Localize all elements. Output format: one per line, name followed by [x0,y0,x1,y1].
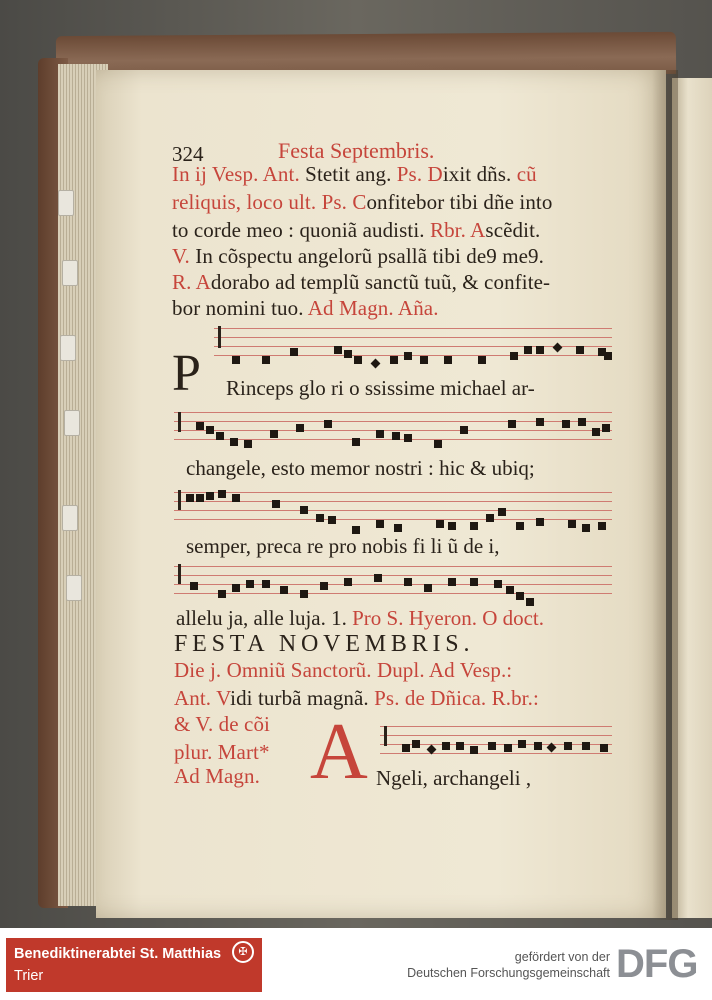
neume-note [404,434,412,442]
neume-note [444,356,452,364]
neume-note [334,346,342,354]
page-tab [62,505,78,531]
neume-note [536,518,544,526]
chant-lyric: changele, esto memor nostri : hic & ubiq; [186,456,535,480]
neume-note [582,742,590,750]
rubric-text: V. [172,244,196,268]
dfg-logo[interactable]: DFG [616,942,698,986]
neume-note [232,494,240,502]
neume-note [374,574,382,582]
neume-note [216,432,224,440]
neume-note [582,524,590,532]
neume-note [498,508,506,516]
body-text: dorabo ad templũ sanctũ tuũ, & confite- [210,270,551,294]
rubric-text: R. A [172,270,211,294]
rubric-text: & V. de cõi [174,712,270,736]
neume-note [516,592,524,600]
page-number: 324 [172,142,204,166]
neume-note [324,420,332,428]
neume-note [404,352,412,360]
rubric-text: Ps. [396,162,428,186]
body-text: onfitebor tibi dñe into [366,190,553,214]
text-line [172,218,540,243]
neume-note [568,520,576,528]
body-text: In cõspectu angelorũ psallã tibi de9 me9. [195,244,545,268]
neume-note [218,490,226,498]
neume-note [272,500,280,508]
neume-note [290,348,298,356]
festa-novembris-heading: FESTA NOVEMBRIS. [174,631,475,657]
body-text: ixit dñs. [442,162,517,186]
neume-note [562,420,570,428]
drop-capital: A [310,708,368,796]
neume-note [190,582,198,590]
neume-note [394,524,402,532]
neume-note [352,526,360,534]
rubric-text: Rbr. A [429,218,486,242]
text-line [174,740,270,765]
neume-note [600,744,608,752]
rubric-text: Ad Magn. Aña. [307,296,439,320]
neume-note [344,350,352,358]
neume-note [424,584,432,592]
neume-note [578,418,586,426]
body-text: idi turbã magnã. [230,686,375,710]
neume-note [300,590,308,598]
rubric-text: Ad Magn. [174,764,260,788]
page-tab [64,410,80,436]
body-text: S [305,162,317,186]
text-line [172,270,550,295]
neume-note [196,494,204,502]
neume-note [420,356,428,364]
neume-note [262,580,270,588]
rubric-text: Ant. [174,686,217,710]
neume-note [316,514,324,522]
neume-note [436,520,444,528]
section-heading: Festa Septembris. [278,138,435,163]
chant-lyric: semper, preca re pro nobis fi li ũ de i, [186,534,500,558]
neume-note [460,426,468,434]
rubric-text: C [352,190,367,214]
neume-note [526,598,534,606]
neume-note [510,352,518,360]
neume-note [442,742,450,750]
neume-note [486,514,494,522]
neume-note [328,516,336,524]
chant-lyric: Rinceps glo ri o ssissime michael ar- [226,376,535,400]
text-line [172,190,552,215]
neume-note [402,744,410,752]
neume-note [576,346,584,354]
body-text: bor nomini tuo. [172,296,308,320]
rubric-text: * [259,740,270,764]
neume-note [604,352,612,360]
neume-note [296,424,304,432]
rubric-text: R.br.: [491,686,539,710]
text-line [174,764,260,789]
neume-note [392,432,400,440]
neume-note [412,740,420,748]
neume-note [592,428,600,436]
neume-note [470,578,478,586]
neume-note [536,418,544,426]
neume-note [206,492,214,500]
chant-lyric: Ngeli, archangeli , [376,766,532,790]
funding-line-2: Deutschen Forschungsgemeinschaft [407,966,610,980]
institution-name: Benediktinerabtei St. Matthias [14,946,222,962]
neume-note [196,422,204,430]
rubric-text: reliquis, loco ult. Ps. [172,190,353,214]
facing-page [672,78,712,918]
page-tab [62,260,78,286]
neume-note [206,426,214,434]
neume-note [470,522,478,530]
neume-note [354,356,362,364]
neume-note [376,520,384,528]
neume-note [186,494,194,502]
neume-note [448,522,456,530]
neume-note [478,356,486,364]
neume-note [564,742,572,750]
page-tab [60,335,76,361]
neume-note [602,424,610,432]
institution-city: Trier [14,968,44,984]
neume-note [352,438,360,446]
rubric-text: plur. Mart [174,740,259,764]
neume-note [270,430,278,438]
neume-note [508,420,516,428]
drop-capital: P [172,345,201,402]
text-line [172,162,537,187]
text-line [172,296,439,321]
neume-note [230,438,238,446]
neume-note [536,346,544,354]
neume-note [390,356,398,364]
body-text: to corde meo : quoniã audisti. [172,218,430,242]
page-tab [58,190,74,216]
rubric-text: Ps. de Dñica. [374,686,492,710]
neume-note [280,586,288,594]
neume-note [404,578,412,586]
neume-note [534,742,542,750]
chant-lyric: allelu ja, alle luja. 1. Pro S. Hyeron. O doct. [176,606,545,630]
page-tab [66,575,82,601]
neume-note [524,346,532,354]
text-line [174,712,270,737]
body-text: tetit ang. [316,162,397,186]
neume-note [262,356,270,364]
text-line [172,244,544,269]
neume-note [244,440,252,448]
rubric-text: In ij Vesp. Ant. [172,162,306,186]
neume-note [218,590,226,598]
rubric-text: V [216,686,231,710]
neume-note [488,742,496,750]
neume-note [434,440,442,448]
music-staff [174,412,612,448]
neume-note [232,356,240,364]
body-text: scẽdit. [485,218,541,242]
rubric-text: D [427,162,443,186]
neume-note [376,430,384,438]
neume-note [516,522,524,530]
abbey-seal-icon: ✠ [232,941,254,963]
funding-line-1: gefördert von der [514,950,610,964]
text-line [174,658,512,683]
neume-note [470,746,478,754]
neume-note [506,586,514,594]
neume-note [246,580,254,588]
neume-note [504,744,512,752]
rubric-text: Die j. Omniũ Sanctorũ. Dupl. Ad Vesp.: [174,658,513,682]
neume-note [448,578,456,586]
neume-note [344,578,352,586]
neume-note [320,582,328,590]
neume-note [598,522,606,530]
neume-note [518,740,526,748]
spine-shadow [652,70,678,920]
neume-note [456,742,464,750]
rubric-text: cũ [516,162,537,186]
neume-note [232,584,240,592]
neume-note [494,580,502,588]
neume-note [300,506,308,514]
